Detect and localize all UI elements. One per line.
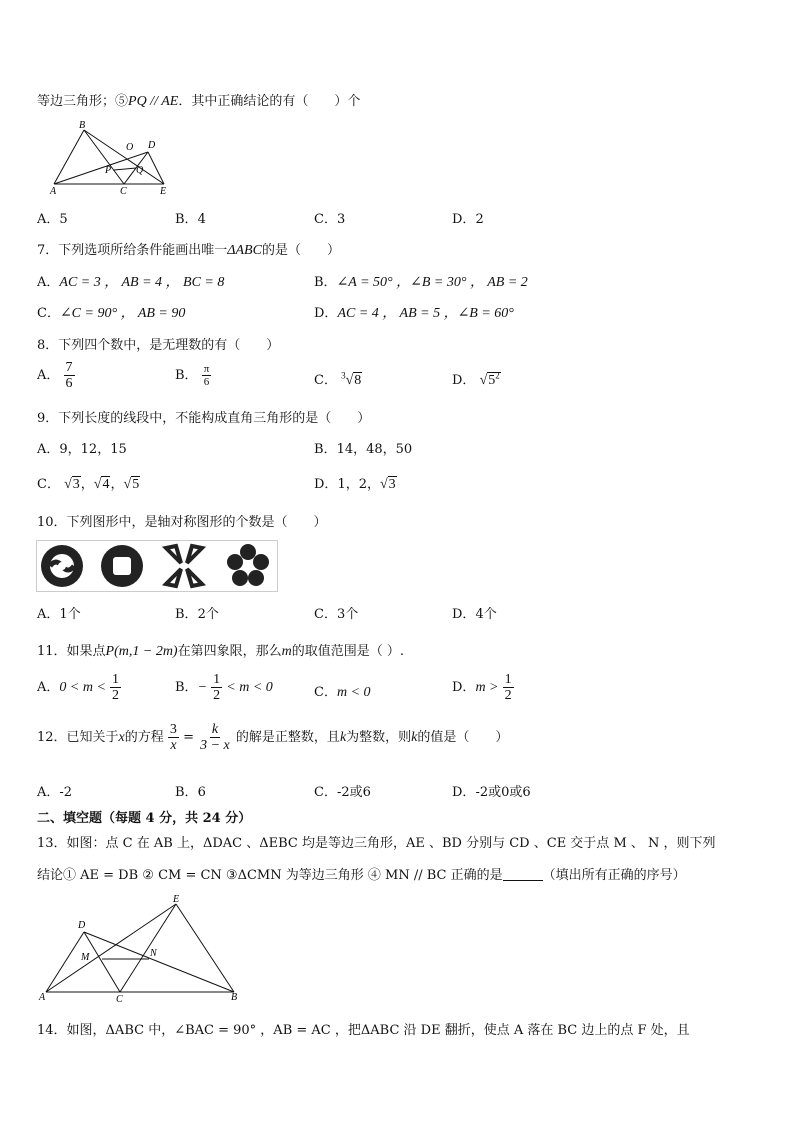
q12-option-a: A．-2 — [37, 785, 73, 800]
q10-option-c: C．3个 — [314, 607, 359, 622]
q14-line-1: 14．如图，ΔABC 中，∠BAC = 90° ，AB = AC ，把ΔABC 沿 DE 翻折，使点 A 落在 BC 边上的点 F 处，且 — [37, 1023, 690, 1038]
q13-label-n: N — [150, 948, 157, 959]
q10-figures — [36, 540, 278, 592]
q6-option-a: A．5 — [37, 212, 68, 227]
q7-option-b: B．∠A = 50° ，∠B = 30° ， AB = 2 — [314, 275, 528, 290]
q13-figure — [36, 892, 248, 1004]
q13-line-1: 13．如图：点 C 在 AB 上，ΔDAC 、ΔEBC 均是等边三角形，AE 、BD 分别与 CD 、CE 交于点 M 、 N ，则下列 — [37, 836, 716, 851]
q6-label-c: C — [120, 186, 127, 197]
q11-option-d: D．m > $\frac{1}{2}$ — [452, 672, 512, 703]
q13-line-2: 结论① AE = DB ② CM = CN ③ΔCMN 为等边三角形 ④ MN // BC 正确的是 （填出所有正确的序号） — [37, 868, 686, 883]
q6-label-e: E — [160, 186, 167, 197]
q10-option-a: A．1个 — [37, 607, 81, 622]
q6-stem-prefix: 等边三角形；⑤ — [37, 94, 129, 109]
q9-option-b: B．14，48，50 — [314, 442, 413, 457]
q10-stem: 10．下列图形中，是轴对称图形的个数是（ ） — [37, 515, 327, 530]
q6-option-d: D．2 — [452, 212, 484, 227]
q11-option-a: A．0 < m < $\frac{1}{2}$ — [37, 672, 120, 703]
q13-answer-blank[interactable] — [503, 868, 543, 881]
q9-stem: 9．下列长度的线段中，不能构成直角三角形的是（ ） — [37, 411, 371, 426]
q12-option-b: B．6 — [175, 785, 206, 800]
q12-option-d: D．-2或0或6 — [452, 785, 531, 800]
q9-option-d: D．1，2，√3 — [314, 477, 396, 492]
q6-stem-math: PQ // AE — [128, 94, 179, 109]
q6-figure — [44, 118, 174, 198]
q8-option-b: B． $\frac{\pi}{6}$ — [175, 363, 210, 388]
q9-option-c: C． √3，√4，√5 — [37, 477, 140, 492]
q13-label-d: D — [78, 920, 86, 931]
q8-option-d: D． $√5^2$ — [452, 370, 500, 388]
q8-option-a: A． $\frac{7}{6}$ — [37, 360, 73, 391]
section-2-heading: 二、填空题（每题 4 分，共 24 分） — [37, 811, 252, 826]
q11-option-b: B．− $\frac{1}{2}$ < m < 0 — [175, 672, 273, 703]
q6-label-d: D — [148, 140, 156, 151]
q13-label-m: M — [81, 952, 90, 963]
q12-option-c: C．-2或6 — [314, 785, 371, 800]
q13-label-a: A — [39, 992, 46, 1003]
q8-stem: 8．下列四个数中，是无理数的有（ ） — [37, 338, 280, 353]
q10-option-b: B．2个 — [175, 607, 219, 622]
q11-stem: 11．如果点P(m,1 − 2m)在第四象限，那么m的取值范围是（ ）. — [37, 644, 404, 659]
q6-option-b: B．4 — [175, 212, 206, 227]
q8-option-c: C． $^3$√8 — [314, 370, 362, 388]
q7-option-a: A．AC = 3 ， AB = 4 ， BC = 8 — [37, 275, 225, 290]
q7-stem: 7．下列选项所给条件能画出唯一ΔABC的是（ ） — [37, 243, 340, 258]
q10-figure-2 — [101, 545, 143, 587]
q10-figure-3 — [166, 546, 202, 586]
q6-label-a: A — [50, 186, 57, 197]
q6-label-o: O — [126, 142, 134, 153]
q6-label-b: B — [79, 120, 86, 131]
q13-label-b: B — [231, 992, 238, 1003]
q6-stem — [37, 90, 360, 110]
q13-label-c: C — [116, 994, 123, 1004]
q9-option-a: A．9，12，15 — [37, 442, 127, 457]
q7-option-c: C．∠C = 90° ， AB = 90 — [37, 306, 186, 321]
q6-label-p: P — [105, 165, 112, 176]
q12-stem: 12．已知关于x的方程 $\frac{3}{x}$ = $\frac{k}{3 - x}$ 的解是正整数，且k为整数，则k的值是（ ） — [37, 722, 509, 753]
q10-figure-4 — [227, 544, 269, 586]
q7-option-d: D．AC = 4 ， AB = 5 ，∠B = 60° — [314, 306, 514, 321]
q6-option-c: C．3 — [314, 212, 346, 227]
q6-stem-suffix: ．其中正确结论的有（ ）个 — [178, 94, 361, 109]
q10-figure-1 — [41, 545, 83, 587]
q6-label-q: Q — [136, 165, 144, 176]
q10-option-d: D．4个 — [452, 607, 497, 622]
q13-label-e: E — [173, 894, 180, 905]
q11-option-c: C．m < 0 — [314, 685, 371, 700]
